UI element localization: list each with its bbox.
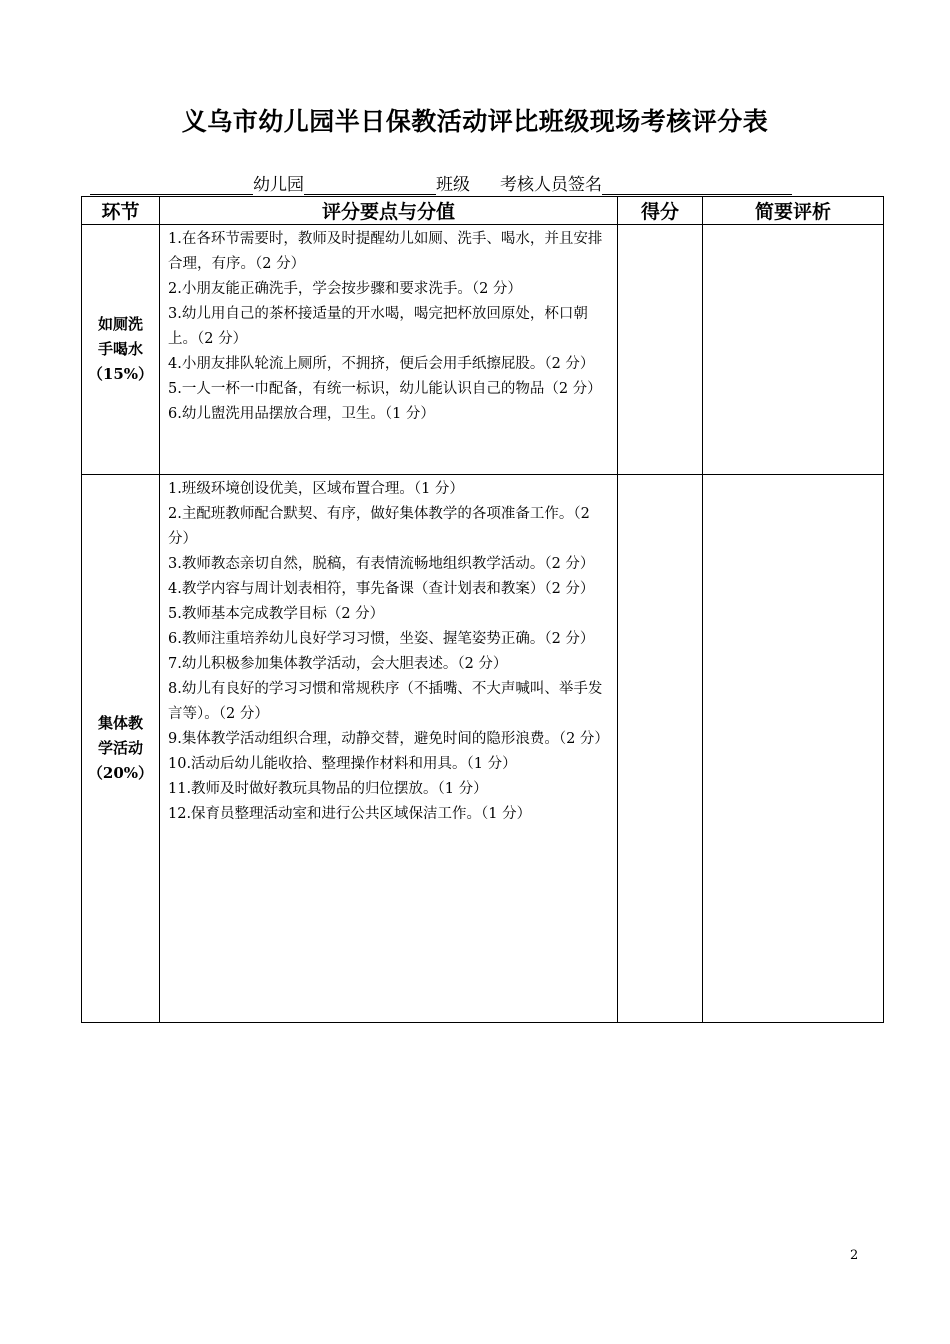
signature-blank[interactable] — [602, 174, 792, 195]
criteria-item: 6.教师注重培养幼儿良好学习习惯，坐姿、握笔姿势正确。（2 分） — [168, 631, 595, 647]
criteria-item: 1.在各环节需要时，教师及时提醒幼儿如厕、洗手、喝水，并且安排合理，有序。（2 分） — [168, 231, 603, 272]
class-blank[interactable] — [304, 174, 436, 195]
criteria-item: 10.活动后幼儿能收拾、整理操作材料和用具。（1 分） — [168, 756, 517, 772]
section-name: 集体教 学活动 （20%） — [82, 475, 160, 1023]
criteria-item: 8.幼儿有良好的学习习惯和常规秩序（不插嘴、不大声喊叫、举手发言等）。（2 分） — [168, 681, 603, 722]
page-title: 义乌市幼儿园半日保教活动评比班级现场考核评分表 — [181, 107, 769, 136]
criteria-item: 2.主配班教师配合默契、有序，做好集体教学的各项准备工作。（2 分） — [168, 506, 590, 547]
criteria-item: 5.教师基本完成教学目标（2 分） — [168, 606, 385, 622]
comment-cell[interactable] — [703, 225, 884, 475]
table-row — [82, 225, 884, 475]
section-name: 如厕洗 手喝水 （15%） — [82, 225, 160, 475]
criteria-item: 4.小朋友排队轮流上厕所，不拥挤，便后会用手纸擦屁股。（2 分） — [168, 356, 595, 372]
header-comment: 简要评析 — [703, 197, 884, 225]
signature-label: 考核人员签名 — [500, 175, 602, 195]
criteria-list — [160, 475, 618, 1023]
criteria-item: 5.一人一杯一巾配备，有统一标识，幼儿能认识自己的物品（2 分） — [168, 381, 602, 397]
criteria-item: 12.保育员整理活动室和进行公共区域保洁工作。（1 分） — [168, 806, 532, 822]
criteria-item: 3.幼儿用自己的茶杯接适量的开水喝，喝完把杯放回原处，杯口朝上。（2 分） — [168, 306, 588, 347]
criteria-item: 4.教学内容与周计划表相符，事先备课（查计划表和教案）（2 分） — [168, 581, 595, 597]
header-score: 得分 — [618, 197, 703, 225]
page-number: 2 — [850, 1248, 859, 1263]
kindergarten-blank[interactable] — [90, 174, 253, 195]
table-header-row — [82, 197, 884, 225]
criteria-item: 6.幼儿盥洗用品摆放合理，卫生。（1 分） — [168, 406, 435, 422]
criteria-item: 1.班级环境创设优美，区域布置合理。（1 分） — [168, 481, 464, 497]
header-section: 环节 — [82, 197, 160, 225]
criteria-item: 9.集体教学活动组织合理，动静交替，避免时间的隐形浪费。（2 分） — [168, 731, 609, 747]
header-criteria: 评分要点与分值 — [160, 197, 618, 225]
criteria-item: 7.幼儿积极参加集体教学活动，会大胆表述。（2 分） — [168, 656, 508, 672]
class-label: 班级 — [436, 175, 470, 195]
criteria-item: 2.小朋友能正确洗手，学会按步骤和要求洗手。（2 分） — [168, 281, 522, 297]
criteria-item: 11.教师及时做好教玩具物品的归位摆放。（1 分） — [168, 781, 488, 797]
header-info-line — [90, 170, 792, 195]
criteria-item: 3.教师教态亲切自然，脱稿，有表情流畅地组织教学活动。（2 分） — [168, 556, 595, 572]
kindergarten-label: 幼儿园 — [253, 175, 304, 195]
table-row — [82, 475, 884, 1023]
score-cell[interactable] — [618, 475, 703, 1023]
scoring-table — [81, 196, 884, 1023]
score-cell[interactable] — [618, 225, 703, 475]
comment-cell[interactable] — [703, 475, 884, 1023]
criteria-list — [160, 225, 618, 475]
